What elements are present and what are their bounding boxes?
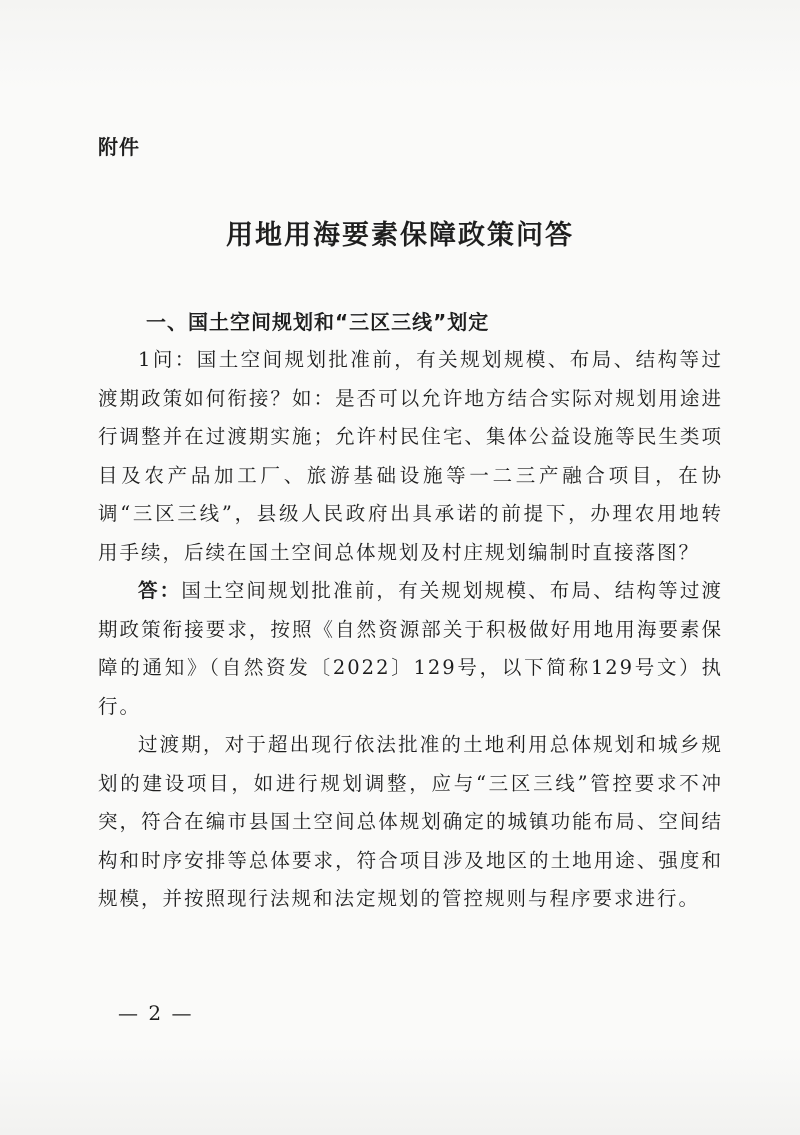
document-title: 用地用海要素保障政策问答 bbox=[226, 220, 574, 251]
question-text: 国土空间规划批准前，有关规划规模、布局、结构等过渡期政策如何衔接？如：是否可以允许地方结合实际对规划用途进行调整并在过渡期实施；允许村民住宅、集体公益设施等民生类项目及农产品加工厂、旅游基础设施等一二三产融合项目，在协调“三区三线”，县级人民政府出具承诺的前提下，办理农用地转用手续，后续在国土空间总体规划及村庄规划编制时直接落图？ bbox=[98, 348, 723, 564]
document-body bbox=[98, 341, 723, 919]
question-paragraph bbox=[98, 341, 723, 572]
attachment-label: 附件 bbox=[98, 135, 140, 159]
transition-paragraph: 过渡期，对于超出现行依法批准的土地利用总体规划和城乡规划的建设项目，如进行规划调整，应与“三区三线”管控要求不冲突，符合在编市县国土空间总体规划确定的城镇功能布局、空间结构和时序安排等总体要求，符合项目涉及地区的土地用途、强度和规模，并按照现行法规和法定规划的管控规则与程序要求进行。 bbox=[98, 733, 723, 910]
page-number: — 2 — bbox=[118, 1001, 194, 1025]
answer-paragraph bbox=[98, 572, 723, 726]
question-label: 1问： bbox=[138, 348, 197, 371]
answer-text: 国土空间规划批准前，有关规划规模、布局、结构等过渡期政策衔接要求，按照《自然资源部关于积极做好用地用海要素保障的通知》（自然资发〔2022〕129号，以下简称129号文）执行。 bbox=[98, 579, 723, 718]
answer-label: 答： bbox=[138, 579, 182, 602]
section-heading: 一、国土空间规划和“三区三线”划定 bbox=[146, 310, 490, 334]
